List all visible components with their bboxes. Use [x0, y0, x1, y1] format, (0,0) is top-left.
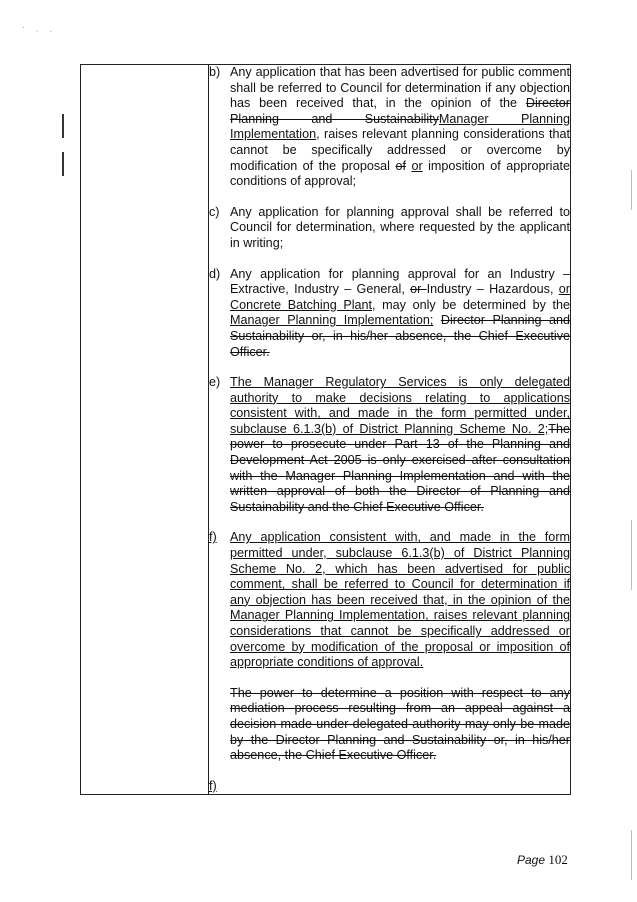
clause-text-segment: imposition of appropriate conditions of approval; — [230, 158, 570, 189]
clause-label: d) — [209, 266, 221, 281]
clause-text-segment: Any application for planning approval shall be referred to Council for determination, where requested by the applicant in writing; — [230, 204, 570, 250]
delegation-table — [80, 64, 571, 795]
clause-text-segment: Any application for planning approval for an Industry – Extractive, Industry – General, — [230, 266, 570, 297]
clause-text — [230, 65, 570, 190]
change-bar — [62, 152, 64, 176]
clause-item — [209, 530, 570, 670]
edge-mark — [631, 830, 632, 880]
deleted-text: The power to determine a position with respect to any mediation process resulting from an appeal against a decision made under delegated authority may only be made by the Director Planning and Sustainability or, in his/her absence, the Chief Executive Officer. — [230, 685, 570, 763]
scan-specks: · ˎ ˏ — [22, 22, 56, 32]
edge-mark — [631, 520, 632, 590]
clause-text-segment: Industry – Hazardous, — [426, 282, 559, 297]
deleted-text: or — [410, 282, 427, 297]
clause-item — [209, 375, 570, 515]
deleted-text: Director Planning and Sustainability — [230, 96, 570, 126]
clause-list — [209, 65, 570, 764]
clause-text-segment — [433, 313, 441, 327]
clause-label — [209, 686, 230, 764]
clause-text-segment: , raises relevant planning considerations that cannot be specifically addressed or overcome by modification of the proposal — [230, 127, 570, 173]
deleted-text: The power to prosecute under Part 13 of the Planning and Development Act 2005 is only exercised after consultation with the Manager Planning Implementation and with the written approval of both the Director of Planning and Sustainability and the Chief Executive Officer. — [230, 421, 570, 514]
inserted-text: or — [411, 158, 423, 173]
clauses-cell — [209, 65, 571, 795]
clause-text — [230, 205, 570, 252]
inserted-text: The Manager Regulatory Services is only delegated authority to make decisions relating to applications consistent with, and made in the form permitted under, subclause 6.1.3(b) of District Planning Scheme No. 2; — [230, 375, 570, 436]
empty-left-cell — [81, 65, 209, 795]
clause-text-segment: may only be determined by the — [375, 297, 570, 312]
clause-text — [230, 686, 570, 764]
clause-item — [209, 267, 570, 361]
page-word: Page — [517, 853, 546, 867]
clause-text — [230, 530, 570, 670]
inserted-text: or Concrete Batching Plant, — [230, 282, 570, 312]
change-bar — [62, 114, 64, 138]
inserted-text: Any application consistent with, and made in the form permitted under, subclause 6.1.3(b) of District Planning Scheme No. 2, which has been advertised for public comment, shall be referred to Council for determination if any objection has been received that, in the opinion of the Manager Planning Implementation, raises relevant planning considerations that cannot be specifically addressed or overcome by modification of the proposal or imposition of appropriate conditions of approval. — [230, 530, 570, 670]
clause-item — [209, 65, 570, 190]
clause-text — [230, 375, 570, 515]
trailing-clause-label: f) — [209, 778, 217, 793]
inserted-text: Manager Planning Implementation — [230, 111, 570, 142]
clause-item — [209, 686, 570, 764]
deleted-text: of — [395, 158, 406, 173]
clause-text-segment: Any application that has been advertised for public comment shall be referred to Council for determination if any objection has been received that, in the opinion of the — [230, 65, 570, 111]
clause-label: e) — [209, 375, 221, 390]
clause-label: b) — [209, 65, 221, 79]
clause-item — [209, 205, 570, 252]
deleted-text: Director Planning and Sustainability or, in his/her absence, the Chief Executive Officer. — [230, 313, 570, 359]
clause-label: c) — [209, 204, 220, 219]
page-footer — [517, 852, 568, 868]
inserted-text: Manager Planning Implementation; — [230, 313, 434, 328]
clause-label: f) — [209, 530, 217, 545]
page-number: 102 — [548, 852, 568, 867]
edge-mark — [631, 170, 632, 210]
clause-text — [230, 267, 570, 361]
